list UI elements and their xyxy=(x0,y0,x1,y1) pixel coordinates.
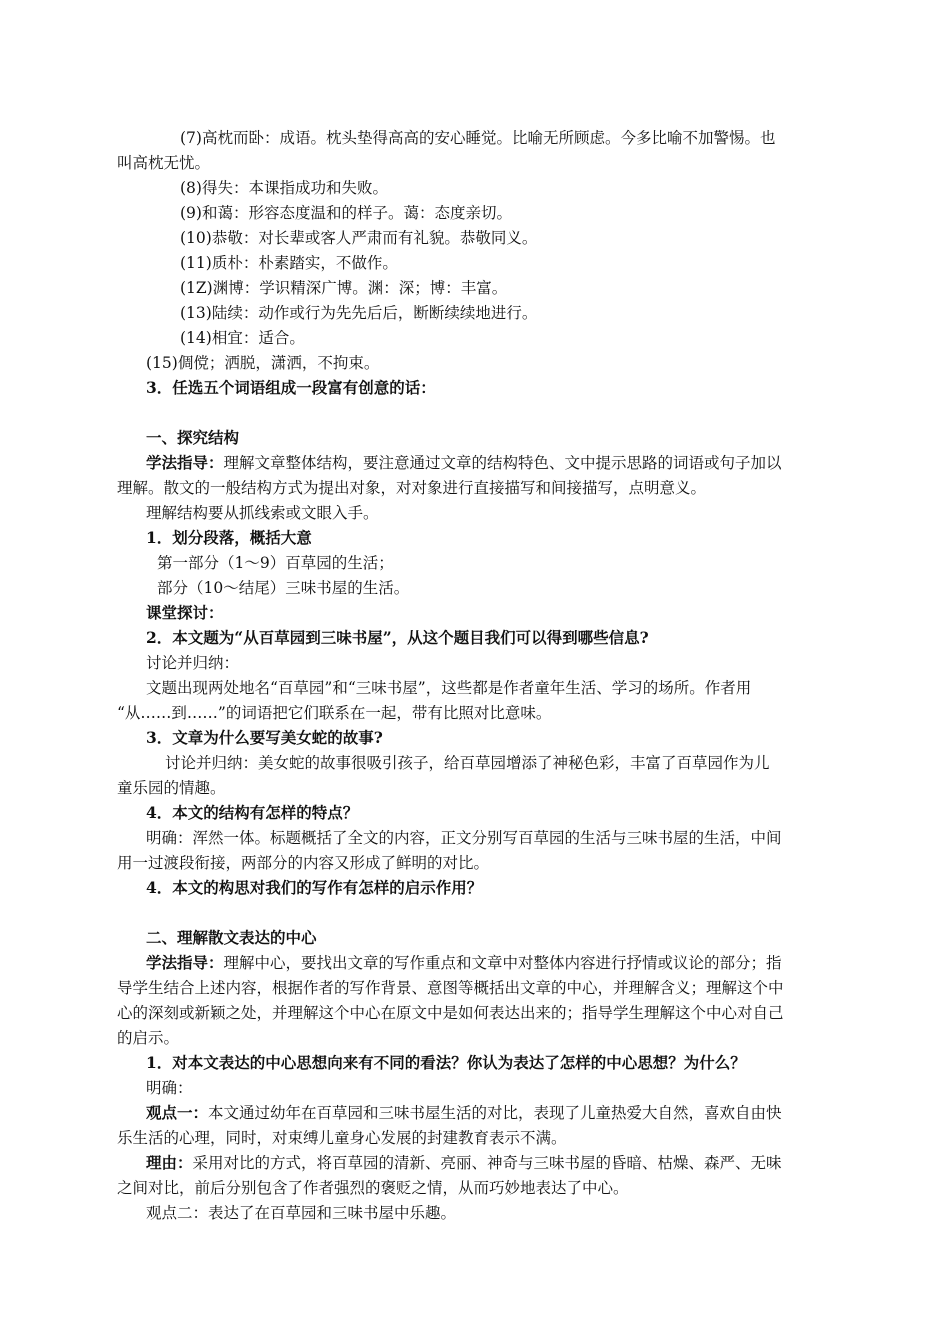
vocab-15: (15)倜傥；洒脱，潇洒，不拘束。 xyxy=(146,354,380,372)
guide-label: 学法指导： xyxy=(146,453,224,472)
part-1: 第一部分（1～9）百草园的生活； xyxy=(157,554,394,572)
q3-answer-line2: 童乐园的情趣。 xyxy=(117,779,226,797)
section2-q1: 1．对本文表达的中心思想向来有不同的看法？你认为表达了怎样的中心思想？为什么？ xyxy=(146,1053,746,1072)
section1-q5: 4．本文的构思对我们的写作有怎样的启示作用？ xyxy=(146,878,483,897)
vocab-7-line1: (7)高枕而卧：成语。枕头垫得高高的安心睡觉。比喻无所顾虑。今多比喻不加警惕。也 xyxy=(180,129,776,147)
section1-q1: 1．划分段落，概括大意 xyxy=(146,528,312,547)
part-2: 部分（10～结尾）三味书屋的生活。 xyxy=(157,579,410,597)
q2-answer-line1: 文题出现两处地名“百草园”和“三味书屋”，这些都是作者童年生活、学习的场所。作者用 xyxy=(146,679,752,697)
reason-label: 理由： xyxy=(146,1153,193,1172)
section1-q4: 4．本文的结构有怎样的特点？ xyxy=(146,803,359,822)
class-discussion-label: 课堂探讨： xyxy=(146,603,224,622)
vocab-13: (13)陆续：动作或行为先先后后，断断续续地进行。 xyxy=(180,304,538,322)
section2-guide-line4: 的启示。 xyxy=(117,1029,180,1047)
guide-text: 理解中心，要找出文章的写作重点和文章中对整体内容进行抒情或议论的部分；指 xyxy=(223,954,782,972)
view1-label: 观点一： xyxy=(146,1103,209,1122)
q4-answer-line1: 明确：浑然一体。标题概括了全文的内容，正文分别写百草园的生活与三味书屋的生活，中间 xyxy=(146,829,782,847)
section1-guide-line3: 理解结构要从抓线索或文眼入手。 xyxy=(146,504,379,522)
q4-answer-line2: 用一过渡段衔接，两部分的内容又形成了鲜明的对比。 xyxy=(117,854,490,872)
reason-line1 xyxy=(146,1153,782,1173)
reason-line2: 之间对比，前后分别包含了作者强烈的褒贬之情，从而巧妙地表达了中心。 xyxy=(117,1179,629,1197)
section2-heading: 二、理解散文表达的中心 xyxy=(146,928,317,947)
q2-answer-line2: “从……到……”的词语把它们联系在一起，带有比照对比意味。 xyxy=(117,704,552,722)
section2-guide-line3: 心的深刻或新颖之处，并理解这个中心在原文中是如何表达出来的；指导学生理解这个中心对自己 xyxy=(117,1004,784,1022)
section1-heading: 一、探究结构 xyxy=(146,428,240,447)
q2-discussion: 讨论并归纳： xyxy=(146,654,240,672)
view1-text: 本文通过幼年在百草园和三味书屋生活的对比，表现了儿童热爱大自然，喜欢自由快 xyxy=(208,1104,782,1122)
view1-line2: 乐生活的心理，同时，对束缚儿童身心发展的封建教育表示不满。 xyxy=(117,1129,567,1147)
guide-label: 学法指导： xyxy=(146,953,224,972)
view1-line1 xyxy=(146,1103,782,1123)
section2-guide-line2: 导学生结合上述内容，根据作者的写作背景、意图等概括出文章的中心，并理解含义；理解这个中 xyxy=(117,979,784,997)
section1-q3: 3．文章为什么要写美女蛇的故事? xyxy=(146,728,383,747)
reason-text: 采用对比的方式，将百草园的清新、亮丽、神奇与三味书屋的昏暗、枯燥、森严、无味 xyxy=(192,1154,782,1172)
clarify-label: 明确： xyxy=(146,1079,193,1097)
view2: 观点二：表达了在百草园和三味书屋中乐趣。 xyxy=(146,1204,457,1222)
section1-q2: 2．本文题为“从百草园到三味书屋”，从这个题目我们可以得到哪些信息? xyxy=(146,628,649,647)
section2-guide-line1 xyxy=(146,953,782,973)
vocab-11: (11)质朴：朴素踏实，不做作。 xyxy=(180,254,398,272)
vocab-10: (10)恭敬：对长辈或客人严肃而有礼貌。恭敬同义。 xyxy=(180,229,538,247)
vocab-14: (14)相宜：适合。 xyxy=(180,329,305,347)
section1-guide-line1 xyxy=(146,453,782,473)
task-3: 3．任选五个词语组成一段富有创意的话： xyxy=(146,378,436,397)
vocab-7-line2: 叫高枕无忧。 xyxy=(117,154,211,172)
vocab-8: (8)得失：本课指成功和失败。 xyxy=(180,179,388,197)
guide-text: 理解文章整体结构，要注意通过文章的结构特色、文中提示思路的词语或句子加以 xyxy=(223,454,782,472)
vocab-9: (9)和蔼：形容态度温和的样子。蔼：态度亲切。 xyxy=(180,204,512,222)
q3-answer-line1: 讨论并归纳：美女蛇的故事很吸引孩子，给百草园增添了神秘色彩，丰富了百草园作为儿 xyxy=(165,754,770,772)
section1-guide-line2: 理解。散文的一般结构方式为提出对象，对对象进行直接描写和间接描写，点明意义。 xyxy=(117,479,707,497)
vocab-12: (1Z)渊博：学识精深广博。渊：深；博：丰富。 xyxy=(180,279,508,297)
